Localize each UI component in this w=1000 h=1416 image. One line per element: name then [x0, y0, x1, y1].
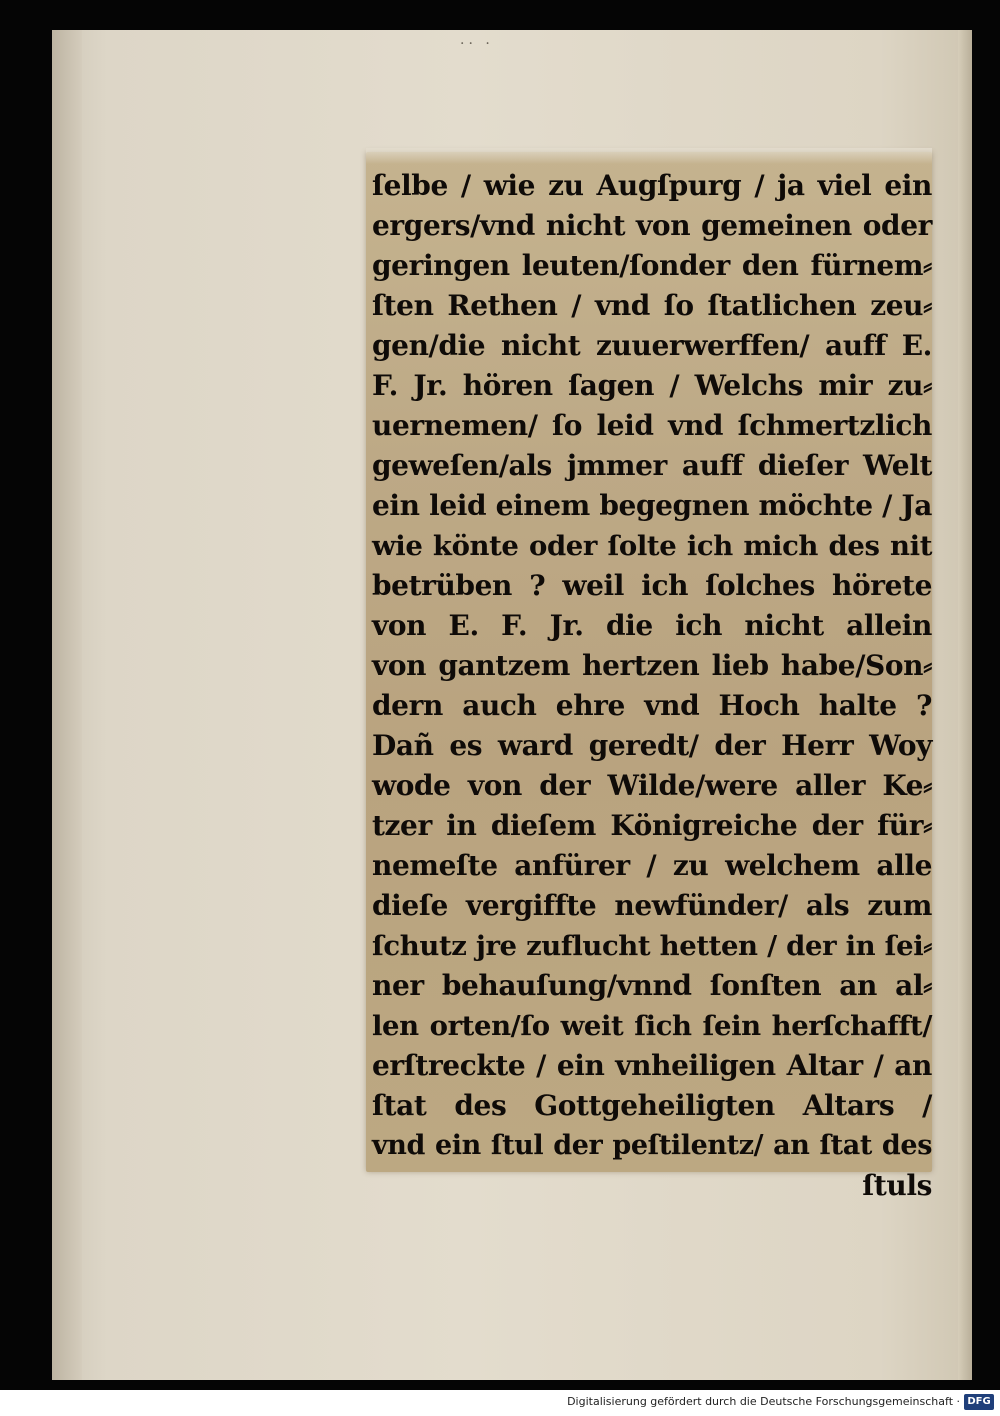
page-binding-edge — [52, 30, 82, 1380]
text-line: gen/die nicht zuuerwerffen/ auff E. — [372, 329, 932, 362]
text-line: wode von der Wilde/were aller Ke⸗ — [372, 769, 932, 802]
funding-credit: Digitalisierung gefördert durch die Deutsche Forschungsgemeinschaft · — [567, 1395, 960, 1408]
text-line: uernemen/ ſo leid vnd ſchmertzlich — [372, 409, 932, 442]
text-line: ſten Rethen / vnd ſo ſtatlichen zeu⸗ — [372, 289, 932, 322]
text-line: ein leid einem begegnen möchte / Ja — [372, 489, 932, 522]
text-line: geringen leuten/ſonder den fürnem⸗ — [372, 249, 932, 282]
page-outer-edge — [958, 30, 972, 1380]
catchword: ſtuls — [862, 1169, 932, 1202]
text-line: ſtat des Gottgeheiligten Altars / — [372, 1089, 932, 1122]
text-line: len orten/ſo weit ſich ſein herſchafft/ — [372, 1010, 932, 1042]
text-line: ergers/vnd nicht von gemeinen oder — [372, 209, 932, 242]
text-line: tzer in dieſem Königreiche der für⸗ — [372, 809, 932, 842]
text-line: F. Jr. hören ſagen / Welchs mir zu⸗ — [372, 369, 932, 402]
text-line: dieſe vergiffte newfünder/ als zum — [372, 889, 932, 922]
text-line: dern auch ehre vnd Hoch halte ? — [372, 689, 932, 722]
text-block-fade — [366, 148, 932, 164]
dfg-logo: DFG — [964, 1394, 994, 1410]
digitization-footer — [0, 1390, 1000, 1416]
text-line: betrüben ? weil ich ſolches hörete — [372, 569, 932, 602]
text-line: Dañ es ward geredt/ der Herr Woy — [372, 729, 932, 762]
text-line: ſelbe / wie zu Augſpurg / ja viel ein — [372, 169, 932, 202]
text-line: von E. F. Jr. die ich nicht allein — [372, 609, 932, 642]
page-marks: ·· · — [460, 36, 494, 52]
text-line: erſtreckte / ein vnheiligen Altar / an — [372, 1049, 932, 1082]
text-line: ner behauſung/vnnd ſonſten an al⸗ — [372, 969, 932, 1002]
text-line: von gantzem hertzen lieb habe/Son⸗ — [372, 649, 932, 682]
text-line: nemeſte anfürer / zu welchem alle — [372, 849, 932, 882]
text-line: geweſen/als jmmer auff dieſer Welt — [372, 449, 932, 482]
text-line: wie könte oder ſolte ich mich des nit — [372, 530, 932, 562]
text-line: vnd ein ſtul der peſtilentz/ an ſtat des — [372, 1130, 932, 1161]
text-line: ſchutz jre zuflucht hetten / der in ſei⸗ — [372, 930, 932, 962]
